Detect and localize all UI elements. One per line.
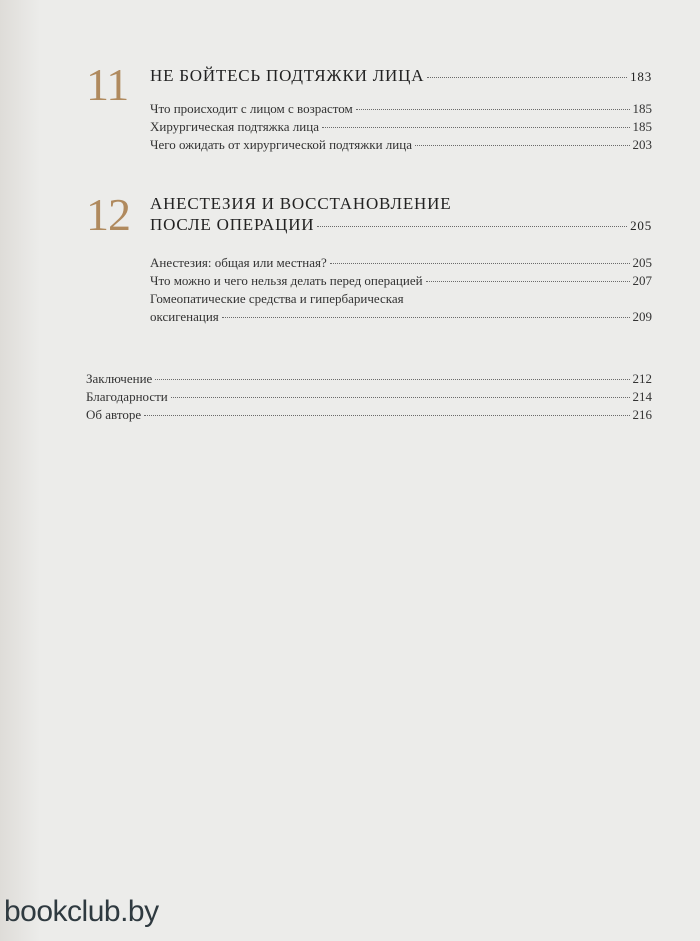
chapter-title-line-2: ПОСЛЕ ОПЕРАЦИИ (150, 215, 315, 234)
watermark-logo: bookclub.by (4, 895, 159, 928)
dot-leader (415, 145, 630, 146)
dot-leader (171, 397, 630, 398)
page-number: 205 (632, 255, 652, 270)
dot-leader (155, 379, 629, 380)
dot-leader (427, 77, 627, 78)
page-gutter-shadow (0, 0, 40, 941)
toc-entry[interactable] (86, 370, 652, 388)
back-matter (86, 370, 652, 424)
dot-leader (322, 127, 630, 128)
dot-leader (330, 263, 630, 264)
chapter-number: 12 (86, 189, 130, 240)
entry-title: Анестезия: общая или местная? (150, 255, 327, 270)
page-number: 203 (632, 137, 652, 152)
chapter-title-row[interactable] (150, 193, 652, 236)
toc-entry[interactable] (150, 118, 652, 136)
dot-leader (144, 415, 629, 416)
toc-entry[interactable] (86, 388, 652, 406)
page-number: 216 (632, 407, 652, 422)
page-number: 212 (632, 371, 652, 386)
dot-leader (222, 317, 630, 318)
chapter-body (150, 193, 652, 326)
chapter-title: НЕ БОЙТЕСЬ ПОДТЯЖКИ ЛИЦА (150, 66, 425, 85)
toc-entry[interactable] (150, 100, 652, 118)
chapter-title-row[interactable] (150, 65, 652, 87)
entry-title: Заключение (86, 371, 153, 386)
toc-entry[interactable] (150, 254, 652, 272)
entry-title: Хирургическая подтяжка лица (150, 119, 319, 134)
entry-title: Об авторе (86, 407, 142, 422)
page-number: 185 (632, 101, 652, 116)
entry-title: Что происходит с лицом с возрастом (150, 101, 353, 116)
entry-title-line-2: оксигенация (150, 309, 219, 324)
chapter-number: 11 (86, 59, 129, 110)
toc-entry[interactable] (150, 290, 652, 326)
toc-entry[interactable] (150, 272, 652, 290)
page-number: 207 (632, 273, 652, 288)
toc-entry[interactable] (150, 136, 652, 154)
entry-title-line-1: Гомеопатические средства и гипербарическая (150, 291, 404, 306)
entry-title: Благодарности (86, 389, 168, 404)
toc-entry[interactable] (86, 406, 652, 424)
chapter-body (150, 65, 652, 154)
dot-leader (426, 281, 630, 282)
entry-title: Что можно и чего нельзя делать перед операцией (150, 273, 423, 288)
page-number: 214 (632, 389, 652, 404)
page-number: 185 (632, 119, 652, 134)
page-number: 183 (630, 69, 652, 84)
dot-leader (317, 226, 627, 227)
page-number: 209 (632, 309, 652, 324)
page-number: 205 (630, 218, 652, 233)
chapter-title-line-1: АНЕСТЕЗИЯ И ВОССТАНОВЛЕНИЕ (150, 194, 452, 213)
entry-title: Чего ожидать от хирургической подтяжки лица (150, 137, 412, 152)
dot-leader (356, 109, 630, 110)
